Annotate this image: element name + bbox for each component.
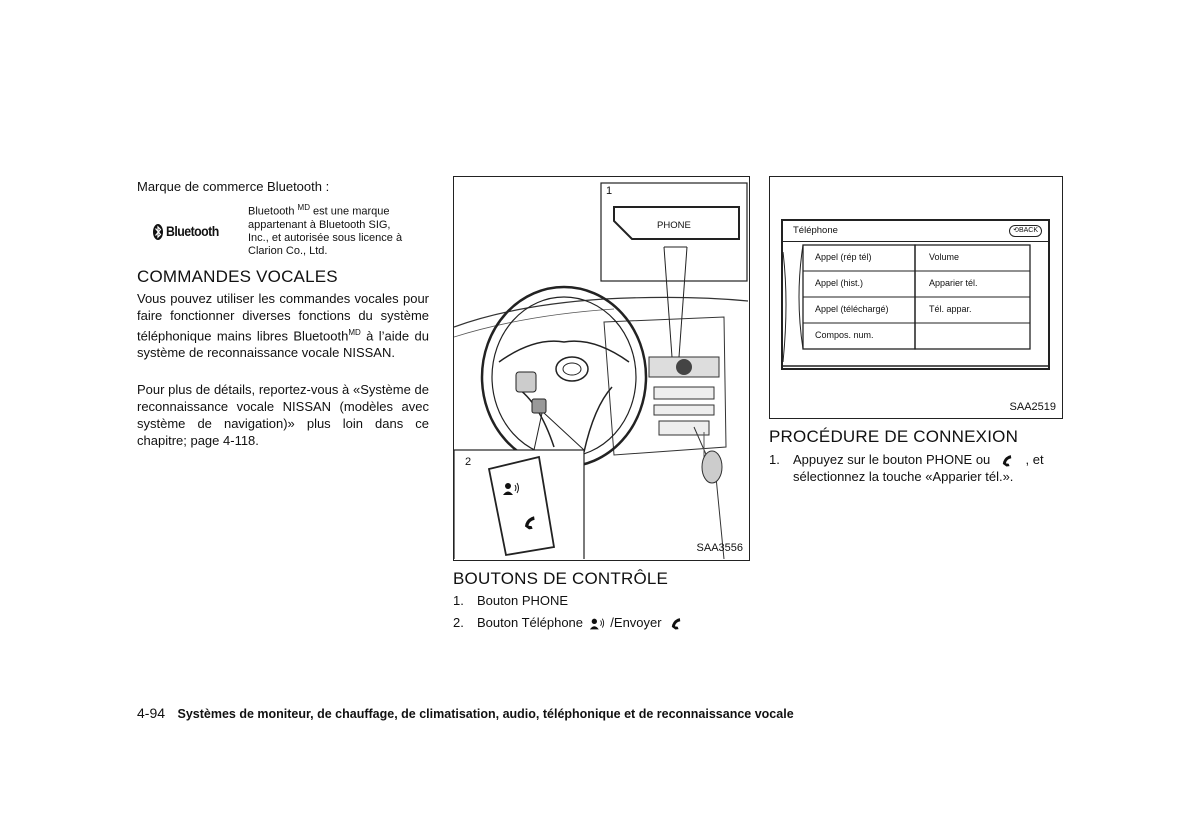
- phone-handset-icon: [671, 617, 685, 631]
- control-buttons-list: [453, 592, 753, 631]
- phone-screen-figure: [769, 176, 1063, 419]
- voice-commands-heading: COMMANDES VOCALES: [137, 267, 338, 286]
- footer: [137, 705, 794, 723]
- voice-commands-paragraph-2: Pour plus de détails, reportez-vous à «Système de reconnaissance vocale NISSAN (modèles avec système de navigation)» plus loin dans ce chapitre; page 4-118.: [137, 382, 429, 448]
- menu-item-appel-telecharge[interactable]: Appel (téléchargé): [815, 304, 889, 314]
- list-item: 2. Bouton Téléphone /Envoyer: [453, 614, 753, 631]
- trademark-heading: Marque de commerce Bluetooth :: [137, 179, 330, 194]
- phone-handset-icon: [524, 515, 540, 531]
- callout-2-label: 2: [465, 456, 472, 468]
- screen-display: [781, 219, 1050, 370]
- menu-item-appel-rep-tel[interactable]: Appel (rép tél): [815, 252, 872, 262]
- back-arrow-icon: ⟲: [1013, 227, 1019, 234]
- menu-item-tel-appar[interactable]: Tél. appar.: [929, 304, 972, 314]
- figure-code-saa2519: SAA2519: [1009, 401, 1056, 413]
- connection-procedure-heading: PROCÉDURE DE CONNEXION: [769, 427, 1019, 446]
- list-item: 1. Bouton PHONE: [453, 593, 569, 608]
- screen-title: Téléphone: [793, 225, 838, 236]
- steering-wheel-illustration: [454, 177, 748, 559]
- voice-commands-paragraph-1: Vous pouvez utiliser les commandes vocales pour faire fonctionner diverses fonctions du système téléphonique mains libres Bluetooth$^{MD}$ à l’aide du système de reconnaissance vocale NISSAN.: [137, 291, 429, 361]
- back-button[interactable]: ⟲BACK: [1009, 225, 1042, 237]
- figure-code-saa3556: SAA3556: [696, 542, 743, 554]
- voice-talk-icon: [589, 617, 605, 631]
- bluetooth-logo-text: Bluetooth: [166, 223, 219, 239]
- menu-item-appel-hist[interactable]: Appel (hist.): [815, 278, 864, 288]
- phone-button-label: PHONE: [657, 220, 691, 231]
- menu-item-volume[interactable]: Volume: [929, 252, 960, 262]
- chapter-title: Systèmes de moniteur, de chauffage, de climatisation, audio, téléphonique et de reconnaissance vocale: [177, 707, 794, 721]
- menu-item-apparier-tel[interactable]: Apparier tél.: [929, 278, 978, 288]
- voice-talk-icon: [502, 482, 520, 496]
- steering-wheel-figure: [453, 176, 750, 561]
- menu-item-compos-num[interactable]: Compos. num.: [815, 330, 874, 340]
- page-number: 4-94: [137, 705, 166, 721]
- phone-handset-icon: [1002, 454, 1016, 468]
- trademark-text: Bluetooth $^{MD}$ est une marque appartenant à Bluetooth SIG, Inc., et autorisée sous licence à Clarion Co., Ltd.: [248, 203, 403, 257]
- bluetooth-logo: [152, 222, 232, 242]
- connection-step-1: 1. Appuyez sur le bouton PHONE ou , et sélectionnez la touche «Apparier tél.».: [769, 452, 1044, 484]
- control-buttons-heading: BOUTONS DE CONTRÔLE: [453, 569, 669, 588]
- callout-1-label: 1: [606, 185, 613, 197]
